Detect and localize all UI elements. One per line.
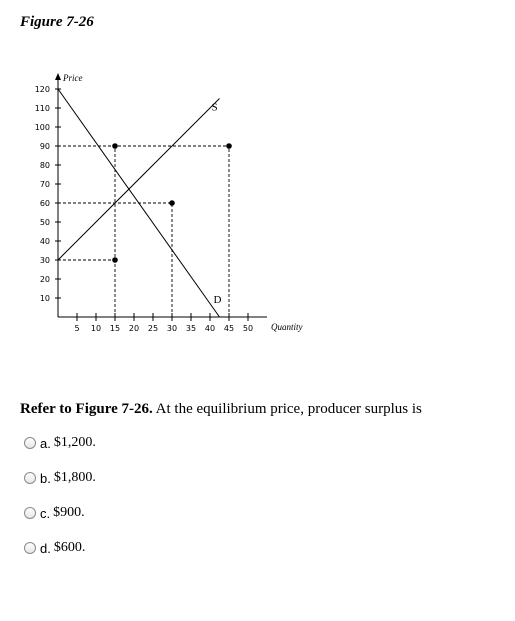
y-tick-label: 30 bbox=[39, 256, 50, 265]
x-tick-label: 10 bbox=[90, 324, 102, 333]
y-tick-label: 60 bbox=[39, 199, 50, 208]
y-tick-label: 70 bbox=[39, 180, 50, 189]
question-text bbox=[20, 401, 422, 418]
option-letter: d. bbox=[40, 540, 51, 556]
option-d[interactable] bbox=[24, 538, 96, 558]
option-letter: c. bbox=[40, 505, 51, 521]
y-axis-arrow bbox=[55, 73, 61, 80]
x-tick-label: 45 bbox=[223, 324, 235, 333]
option-letter: b. bbox=[40, 470, 51, 486]
y-tick-label: 10 bbox=[39, 294, 50, 303]
option-value: $900. bbox=[53, 505, 85, 520]
x-tick-label: 35 bbox=[185, 324, 197, 333]
y-tick-label: 80 bbox=[39, 161, 50, 170]
question-body: At the equilibrium price, producer surplus is bbox=[152, 401, 422, 417]
supply-label: S bbox=[211, 101, 218, 114]
x-axis-label: Quantity bbox=[271, 322, 303, 332]
radio-button[interactable] bbox=[24, 507, 36, 519]
x-tick-label: 15 bbox=[109, 324, 121, 333]
radio-button[interactable] bbox=[24, 542, 36, 554]
y-tick-label: 20 bbox=[39, 275, 50, 284]
demand-label: D bbox=[213, 294, 222, 306]
radio-button[interactable] bbox=[24, 437, 36, 449]
question-ref: Refer to Figure 7-26. bbox=[20, 401, 153, 417]
option-c[interactable] bbox=[24, 503, 96, 523]
y-tick-label: 100 bbox=[34, 123, 50, 132]
x-tick-label: 30 bbox=[166, 324, 178, 333]
y-tick-label: 90 bbox=[39, 142, 50, 151]
option-letter: a. bbox=[40, 435, 51, 451]
y-tick-label: 110 bbox=[34, 104, 50, 113]
option-value: $1,200. bbox=[53, 435, 96, 450]
marked-point bbox=[112, 257, 118, 263]
y-axis-label: Price bbox=[63, 73, 83, 83]
x-tick-label: 5 bbox=[74, 324, 80, 333]
option-a[interactable] bbox=[24, 433, 96, 453]
answer-options bbox=[24, 433, 96, 573]
x-tick-label: 50 bbox=[242, 324, 254, 333]
y-tick-label: 40 bbox=[39, 237, 50, 246]
marked-point bbox=[169, 200, 175, 206]
option-value: $600. bbox=[53, 540, 86, 555]
option-value: $1,800. bbox=[53, 470, 96, 485]
y-tick-label: 120 bbox=[34, 85, 50, 94]
option-b[interactable] bbox=[24, 468, 96, 488]
x-tick-label: 25 bbox=[147, 324, 159, 333]
marked-point bbox=[112, 143, 118, 149]
figure-title: Figure 7-26 bbox=[20, 14, 94, 30]
x-tick-label: 40 bbox=[204, 324, 216, 333]
marked-point bbox=[226, 143, 232, 149]
x-tick-label: 20 bbox=[128, 324, 140, 333]
radio-button[interactable] bbox=[24, 472, 36, 484]
y-tick-label: 50 bbox=[39, 218, 50, 227]
